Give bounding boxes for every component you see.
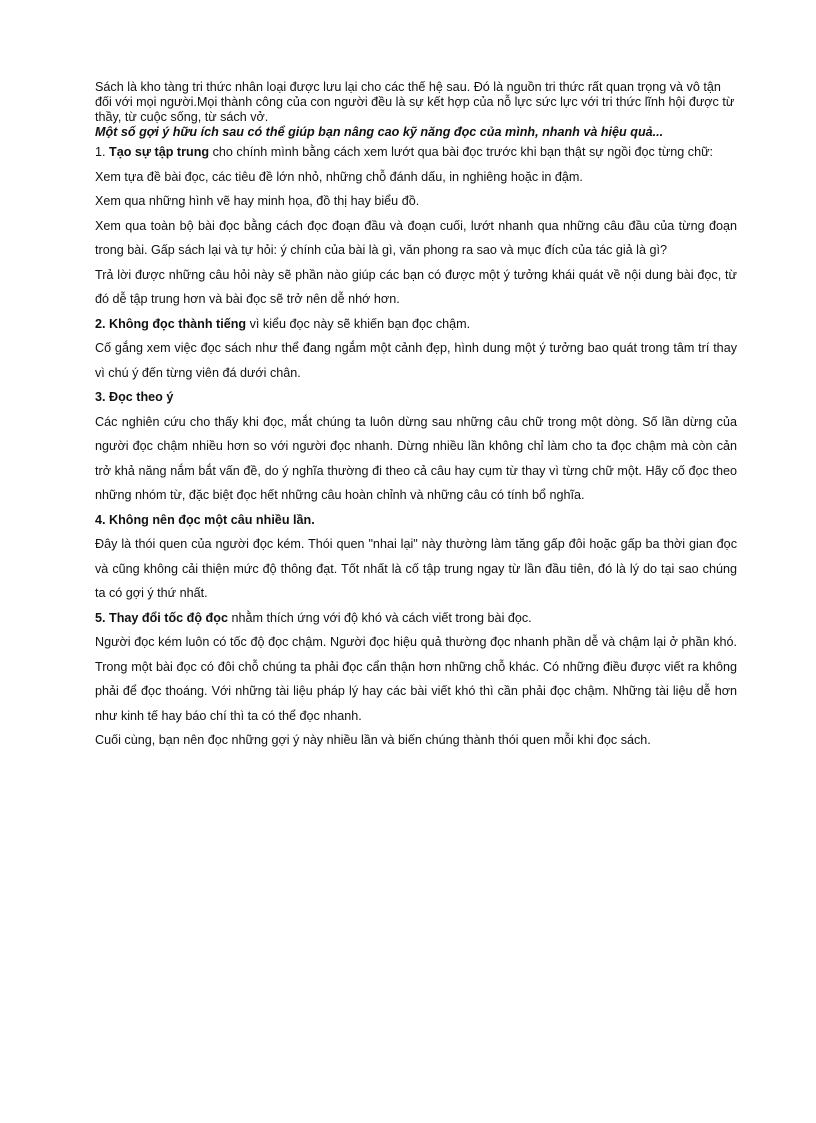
tip1-item: Xem qua toàn bộ bài đọc bằng cách đọc đoạn đầu và đoạn cuối, lướt nhanh qua những câu đầu của từng đoạn trong bài. Gấp sách lại và tự hỏi: ý chính của bài là gì, văn phong ra sao và mục đích của tác giả là gì? [95,218,737,257]
intro-paragraph: Sách là kho tàng tri thức nhân loại được lưu lại cho các thế hệ sau. Đó là nguồn tri thức rất quan trọng và vô tận đối với mọi người.Mọi thành công của con người đều là sự kết hợp của nỗ lực sức lực với tri thức lĩnh hội được từ thầy, từ cuộc sống, từ sách vở. [95,80,735,124]
tip1-text: cho chính mình bằng cách xem lướt qua bài đọc trước khi bạn thật sự ngồi đọc từng chữ: [209,145,714,159]
tip1-heading [95,140,737,165]
tip1-item: Trả lời được những câu hỏi này sẽ phần nào giúp các bạn có được một ý tưởng khái quát về nội dung bài đọc, từ đó dễ tập trung hơn và bài đọc sẽ trở nên dễ nhớ hơn. [95,267,737,306]
tip1-number: 1. [95,145,106,159]
tip2-title: 2. Không đọc thành tiếng [95,316,247,331]
document-page [95,80,737,753]
closing-paragraph: Cuối cùng, bạn nên đọc những gợi ý này nhiều lần và biến chúng thành thói quen mỗi khi đọc sách. [95,733,651,747]
tip5-text: nhằm thích ứng với độ khó và cách viết trong bài đọc. [227,610,532,625]
tips-section [95,140,737,753]
tip1-item: Xem tựa đề bài đọc, các tiêu đề lớn nhỏ, những chỗ đánh dấu, in nghiêng hoặc in đậm. [95,169,583,184]
tip5-heading [95,606,737,631]
tip2-text: vì kiểu đọc này sẽ khiến bạn đọc chậm. [246,316,471,331]
tip3-paragraph: Các nghiên cứu cho thấy khi đọc, mắt chúng ta luôn dừng sau những câu chữ trong một dòng. Số lần dừng của người đọc chậm nhiều hơn so với người đọc nhanh. Dừng nhiều lần không chỉ làm cho ta đọc chậm mà còn cản trở khả năng nắm bắt vấn đề, do ý nghĩa thường đi theo cả câu hay cụm từ thay vì từng chữ một. Hãy cố đọc theo những nhóm từ, đặc biệt đọc hết những câu hoàn chỉnh và những câu có tính bổ nghĩa. [95,414,737,502]
tip4-paragraph: Đây là thói quen của người đọc kém. Thói quen "nhai lại" này thường làm tăng gấp đôi hoặc gấp ba thời gian đọc và cũng không cải thiện mức độ thông đạt. Tốt nhất là cố tập trung ngay từ lần đầu tiên, đó là lý do tại sao chúng ta có gợi ý thứ nhất. [95,537,737,600]
tip5-title: 5. Thay đổi tốc độ đọc [95,610,228,625]
tip3-title: 3. Đọc theo ý [95,390,174,404]
intro-section [95,80,737,140]
tip1-title: Tạo sự tập trung [109,145,210,159]
tip5-paragraph: Người đọc kém luôn có tốc độ đọc chậm. Người đọc hiệu quả thường đọc nhanh phần dễ và chậm lại ở phần khó. Trong một bài đọc có đôi chỗ chúng ta phải đọc cẩn thận hơn những chỗ khác. Có những điều được viết ra không phải để đọc thoáng. Với những tài liệu pháp lý hay các bài viết khó thì cần phải đọc chậm. Những tài liệu dễ hơn như kinh tế hay báo chí thì ta có thể đọc nhanh. [95,635,737,723]
tip4-title: 4. Không nên đọc một câu nhiều lần. [95,512,315,527]
tip2-paragraph: Cố gắng xem việc đọc sách như thể đang ngắm một cảnh đẹp, hình dung một ý tưởng bao quát trong tâm trí thay vì chú ý đến từng viên đá dưới chân. [95,341,737,380]
intro-lead: Một số gợi ý hữu ích sau có thể giúp bạn nâng cao kỹ năng đọc của mình, nhanh và hiệu quả... [95,125,664,139]
tip1-item: Xem qua những hình vẽ hay minh họa, đồ thị hay biểu đồ. [95,194,420,208]
tip2-heading [95,312,737,337]
